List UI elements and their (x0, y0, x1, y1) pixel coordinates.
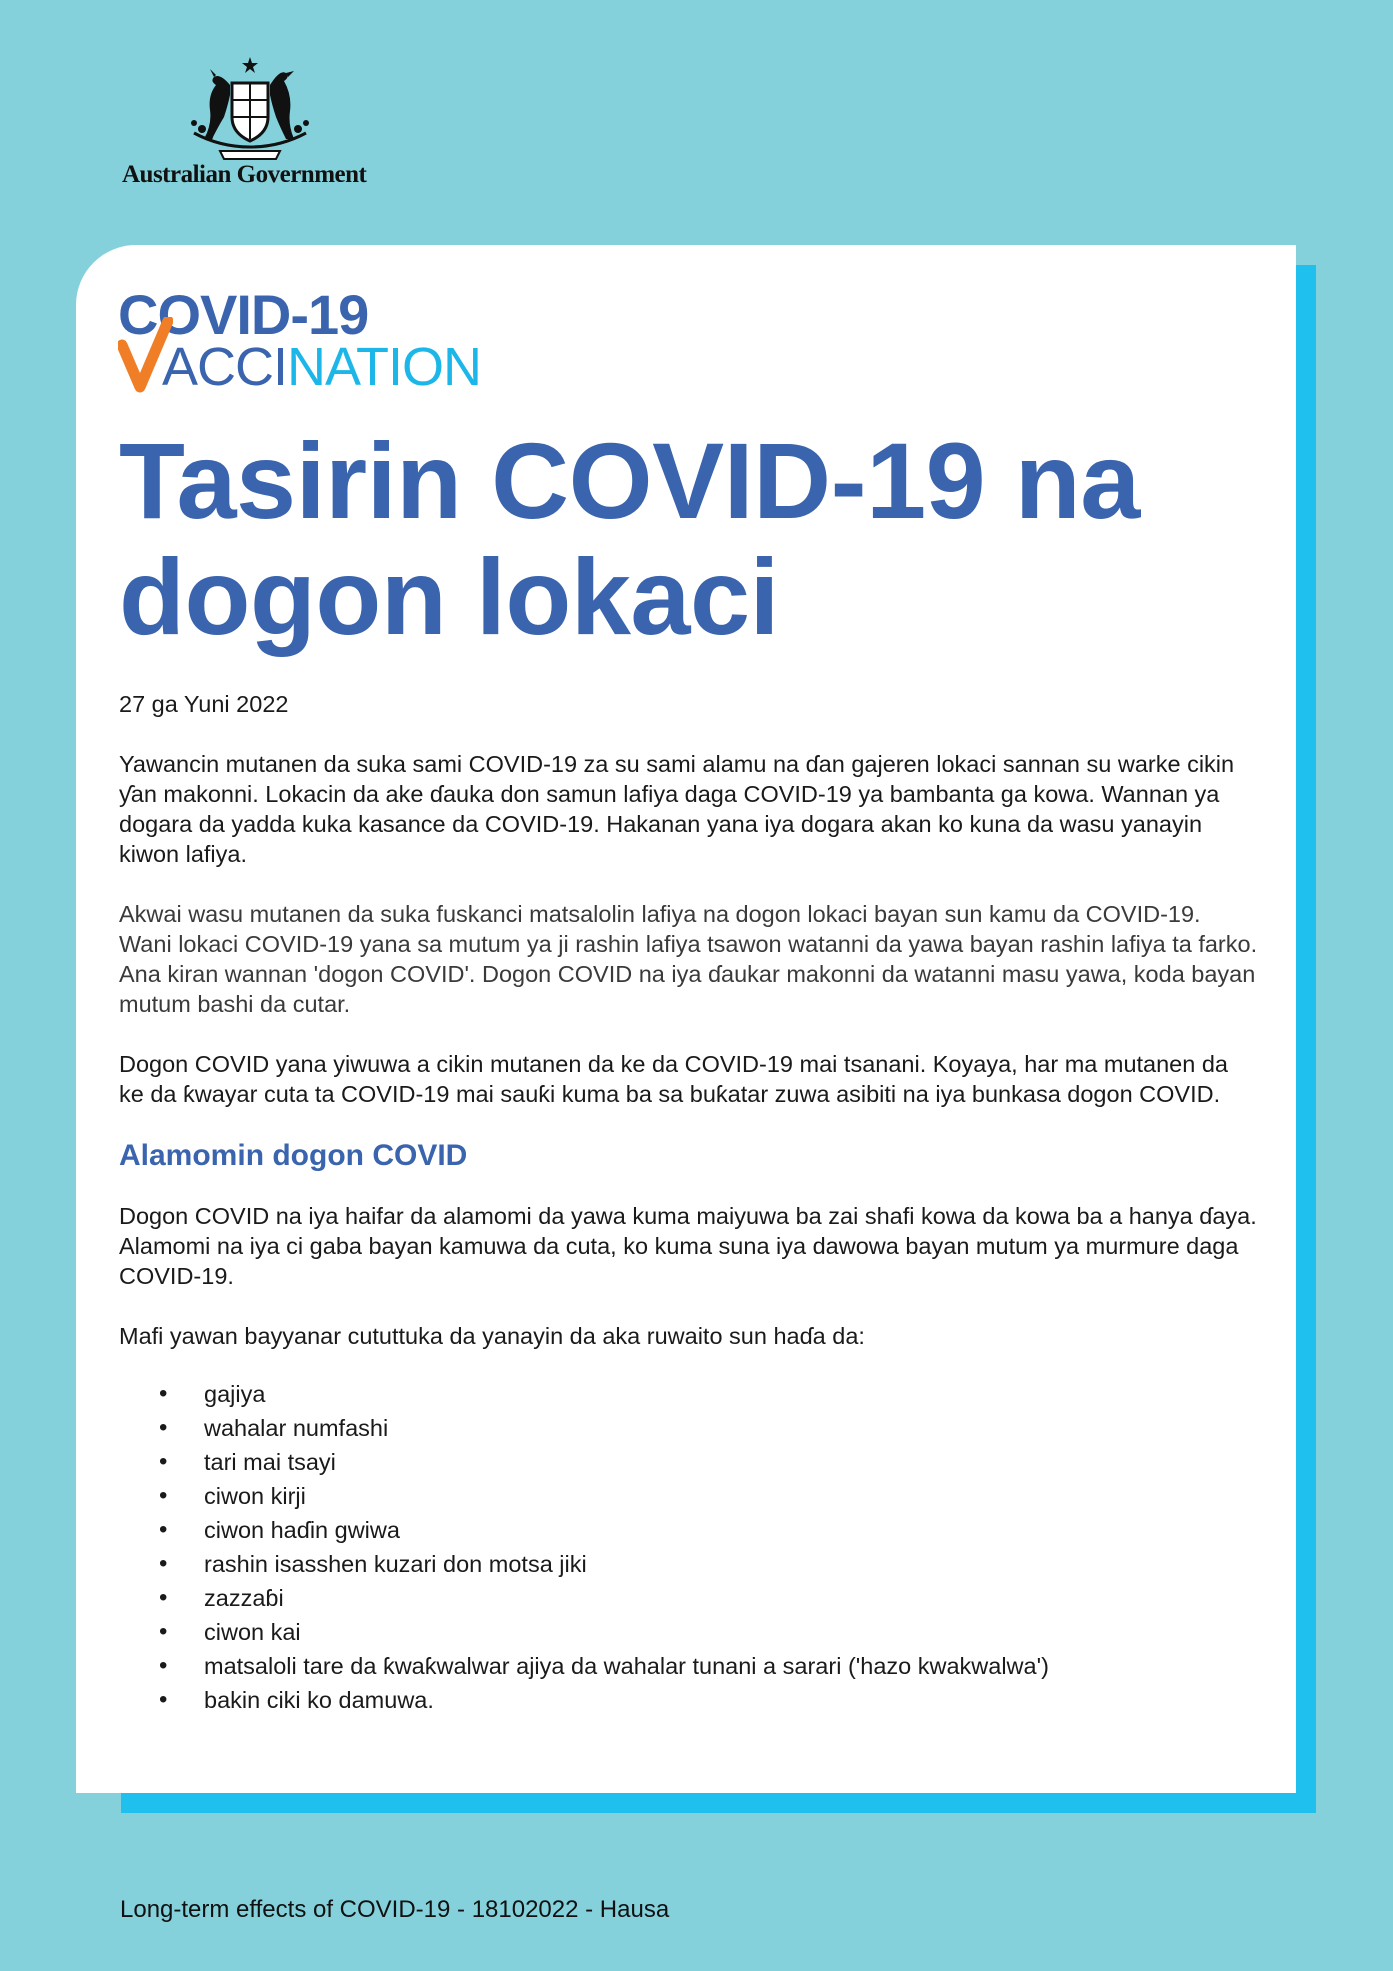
list-item: • matsaloli tare da ƙwaƙwalwar ajiya da wahalar tunani a sarari ('hazo kwakwalwa') (119, 1649, 1259, 1683)
covid-vaccination-logo (118, 285, 498, 395)
list-item: • wahalar numfashi (119, 1411, 1259, 1445)
content-card (76, 245, 1296, 1793)
government-name: Australian Government (122, 161, 367, 188)
list-item: • ciwon kirji (119, 1479, 1259, 1513)
list-item: • bakin ciki ko damuwa. (119, 1683, 1259, 1717)
page-title: Tasirin COVID-19 na dogon lokaci (119, 420, 1140, 657)
list-item: • ciwon kai (119, 1615, 1259, 1649)
coat-of-arms-icon (180, 55, 320, 165)
list-item: • zazzaɓi (119, 1581, 1259, 1615)
footer-text: Long-term effects of COVID-19 - 18102022 - Hausa (120, 1896, 670, 1923)
vaccination-logo-line1: COVID-19 (118, 283, 369, 346)
section-heading: Alamomin dogon COVID (119, 1139, 468, 1172)
vaccination-logo-acci: ACCI (162, 337, 288, 397)
publication-date: 27 ga Yuni 2022 (119, 691, 289, 717)
section-paragraph-2: Mafi yawan bayyanar cututtuka da yanayin da aka ruwaito sun haɗa da: (119, 1323, 865, 1349)
intro-paragraph-3: Dogon COVID yana yiwuwa a cikin mutanen da ke da COVID-19 mai tsanani. Koyaya, har ma mutanen da ke da ƙwayar cuta ta COVID-19 mai sauƙi kuma ba sa buƙatar zuwa asibiti na iya bunkasa dogon COVID. (119, 1051, 1228, 1107)
main-content (119, 689, 1259, 1717)
list-item: • ciwon haɗin gwiwa (119, 1513, 1259, 1547)
section-paragraph-1: Dogon COVID na iya haifar da alamomi da yawa kuma maiyuwa ba zai shafi kowa da kowa ba a hanya ɗaya. Alamomi na iya ci gaba bayan kamuwa da cuta, ko kuma suna iya dawowa bayan mutum ya murmure daga COVID-19. (119, 1203, 1257, 1289)
check-mark-icon (118, 317, 173, 397)
vaccination-logo-nation: NATION (287, 337, 482, 397)
intro-paragraph-1: Yawancin mutanen da suka sami COVID-19 za su sami alamu na ɗan gajeren lokaci sannan su warke cikin ƴan makonni. Lokacin da ake ɗauka don samun lafiya daga COVID-19 ya bambanta ga kowa. Wannan ya dogara da yadda kuka kasance da COVID-19. Hakanan yana iya dogara akan ko kuna da wasu yanayin kiwon lafiya. (119, 751, 1235, 867)
list-item: • rashin isasshen kuzari don motsa jiki (119, 1547, 1259, 1581)
list-item: • gajiya (119, 1377, 1259, 1411)
australian-government-logo (120, 55, 382, 195)
symptom-list (119, 1377, 1259, 1717)
intro-paragraph-2: Akwai wasu mutanen da suka fuskanci matsalolin lafiya na dogon lokaci bayan sun kamu da COVID-19. Wani lokaci COVID-19 yana sa mutum ya ji rashin lafiya tsawon watanni da yawa bayan rashin lafiya ta farko. Ana kiran wannan 'dogon COVID'. Dogon COVID na iya ɗaukar makonni da watanni masu yawa, koda bayan mutum bashi da cutar. (119, 901, 1258, 1017)
list-item: • tari mai tsayi (119, 1445, 1259, 1479)
